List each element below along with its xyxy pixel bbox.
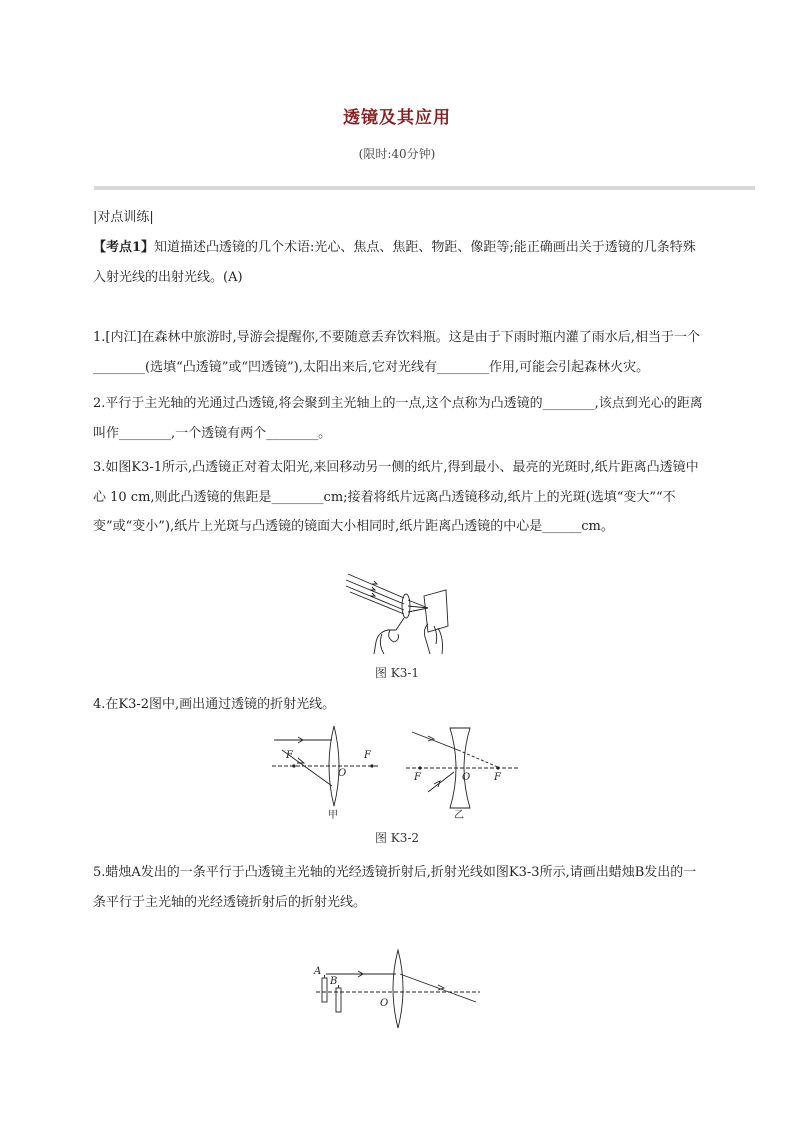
question-5: 5.蜡烛A发出的一条平行于凸透镜主光轴的光经透镜折射后,折射光线如图K3-3所示,请画出蜡烛B发出的一条平行于主光轴的光经透镜折射后的折射光线。 [93, 865, 697, 910]
label-f-right-yi: F [494, 772, 501, 783]
kaodian-tag: 【考点1】 [93, 240, 155, 255]
label-f-left-yi: F [414, 772, 421, 783]
time-limit: (限时:40分钟) [358, 147, 436, 161]
section-label: |对点训练| [93, 210, 154, 225]
kaodian-1 [93, 233, 705, 292]
label-yi: 乙 [454, 810, 464, 821]
figure-k3-3 [310, 946, 482, 1032]
label-f-left-jia: F [286, 750, 293, 761]
figure-k3-2 [268, 720, 524, 824]
question-1: 1.[内江]在森林中旅游时,导游会提醒你,不要随意丢弃饮料瓶。这是由于下雨时瓶内灌了雨水后,相当于一个________(选填“凸透镜”或“凹透镜”),太阳出来后,它对光线有________作用,可能会引起森林火灾。 [93, 330, 700, 375]
figure-k3-2-caption: 图 K3-2 [374, 831, 420, 845]
label-jia: 甲 [328, 810, 338, 821]
question-3: 3.如图K3-1所示,凸透镜正对着太阳光,来回移动另一侧的纸片,得到最小、最亮的光斑时,纸片距离凸透镜中心 10 cm,则此凸透镜的焦距是________cm;接着将纸片远离凸透镜移动,纸片上的光斑(选填“变大”“不变”或“变小”),纸片上光斑与凸透镜的镜面大小相同时,纸片距离凸透镜的中心是______cm。 [93, 460, 699, 534]
kaodian-text: 知道描述凸透镜的几个术语:光心、焦点、焦距、物距、像距等;能正确画出关于透镜的几条特殊入射光线的出射光线。(A) [93, 240, 696, 285]
label-a: A [314, 966, 322, 977]
focus-right-point [370, 764, 373, 767]
figure-k3-1-caption: 图 K3-1 [374, 666, 420, 680]
label-o-jia: O [338, 768, 347, 779]
divider [94, 186, 755, 190]
focus-left-point [292, 764, 295, 767]
focus-left-point-yi [418, 766, 421, 769]
label-b: B [330, 976, 338, 987]
question-4: 4.在K3-2图中,画出通过透镜的折射光线。 [93, 697, 336, 712]
page-title: 透镜及其应用 [343, 108, 451, 128]
label-o-yi: O [462, 772, 471, 783]
label-f-right-jia: F [364, 750, 371, 761]
label-o: O [380, 998, 389, 1009]
focus-right-point-yi [496, 766, 499, 769]
figure-k3-1 [338, 568, 454, 658]
question-2: 2.平行于主光轴的光通过凸透镜,将会聚到主光轴上的一点,这个点称为凸透镜的________,该点到光心的距离叫作________,一个透镜有两个________。 [93, 396, 703, 441]
